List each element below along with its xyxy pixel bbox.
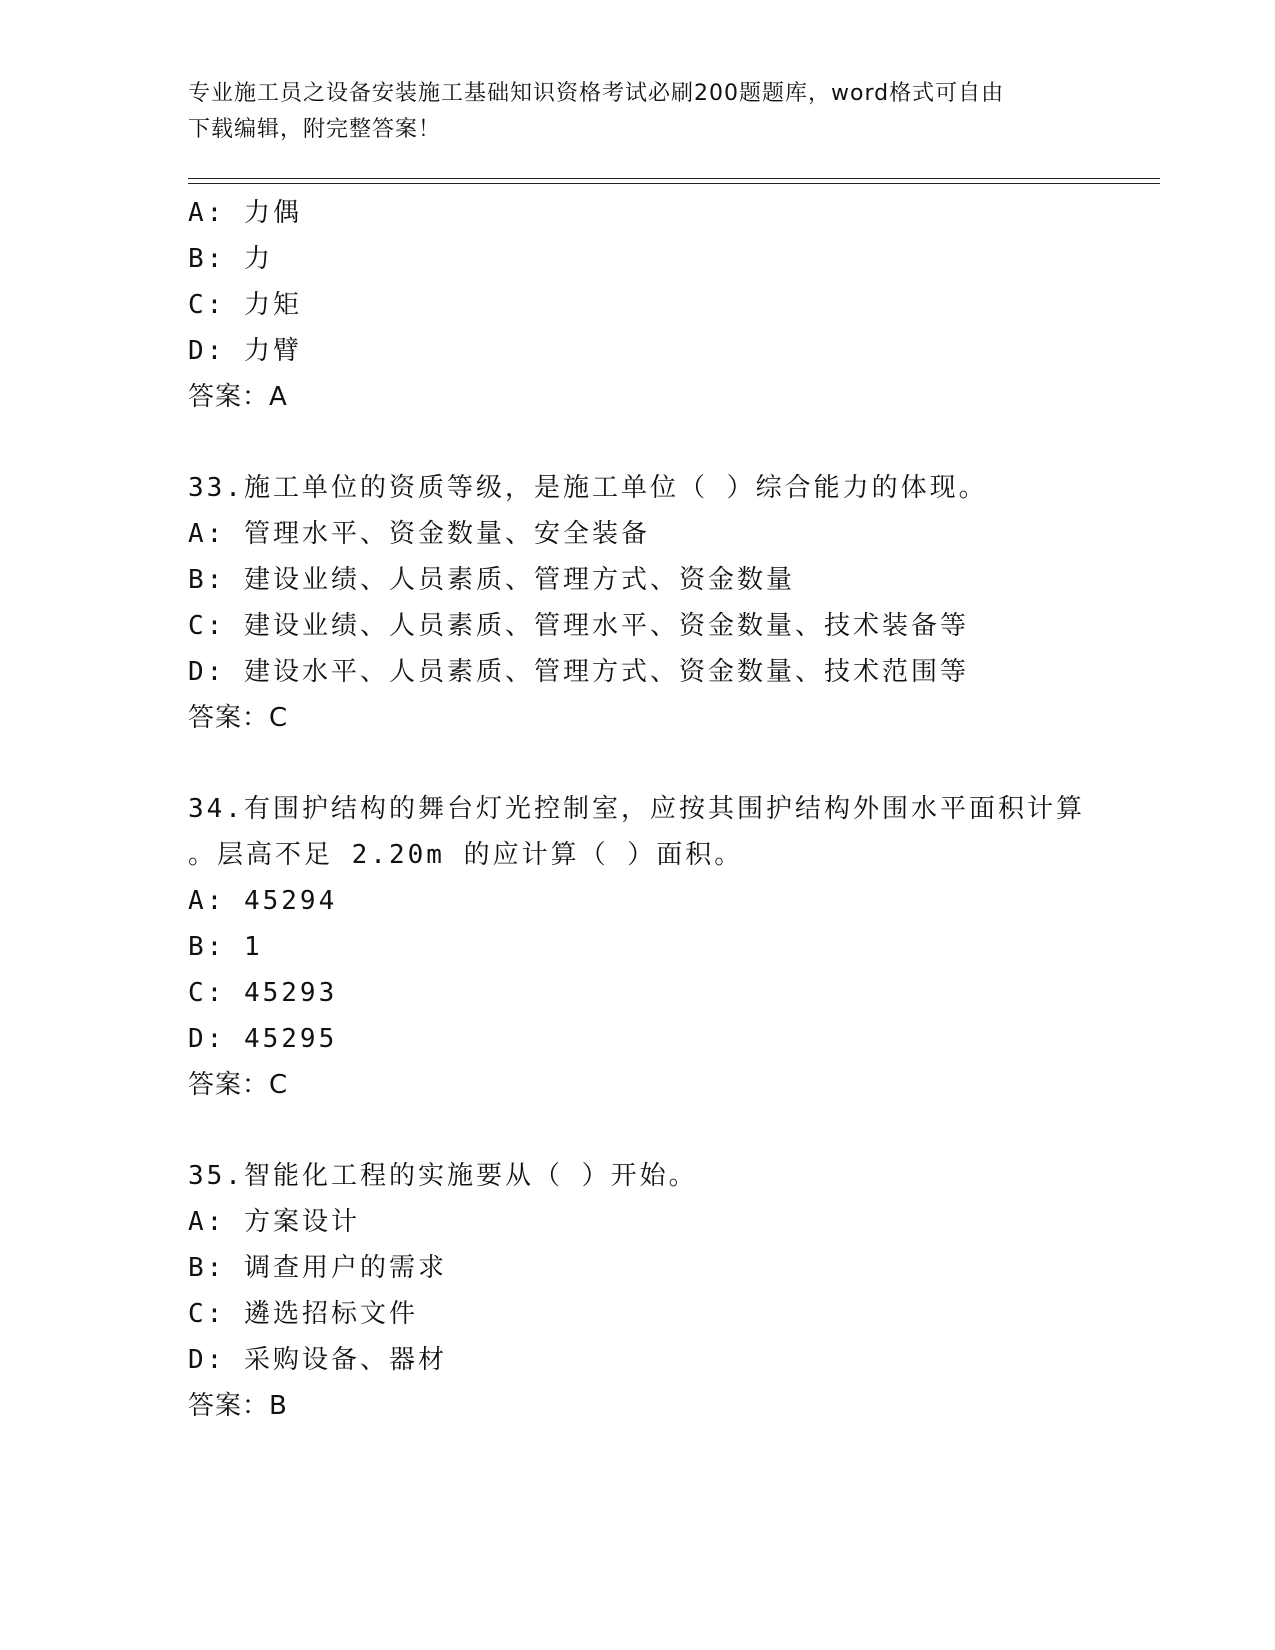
answer-line: 答案：C	[188, 1070, 289, 1100]
option-a: A: 方案设计	[188, 1207, 360, 1237]
header-title-line-2: 下载编辑，附完整答案！	[188, 117, 442, 142]
question-text: 35.智能化工程的实施要从（ ）开始。	[188, 1161, 698, 1191]
header-title-line-1: 专业施工员之设备安装施工基础知识资格考试必刷200题题库，word格式可自由	[188, 81, 1005, 106]
question-block-33	[188, 465, 1148, 741]
option-c: C: 45293	[188, 978, 338, 1008]
option-d: D: 力臂	[188, 336, 302, 366]
document-header	[188, 76, 1068, 148]
option-b: B: 建设业绩、人员素质、管理方式、资金数量	[188, 565, 795, 595]
option-d: D: 建设水平、人员素质、管理方式、资金数量、技术范围等	[188, 657, 969, 687]
option-d: D: 采购设备、器材	[188, 1345, 447, 1375]
option-c: C: 遴选招标文件	[188, 1299, 418, 1329]
option-d: D: 45295	[188, 1024, 338, 1054]
option-a: A: 管理水平、资金数量、安全装备	[188, 519, 650, 549]
answer-line: 答案：C	[188, 703, 289, 733]
question-list	[188, 190, 1148, 1429]
question-block-34	[188, 786, 1148, 1108]
question-block-35	[188, 1153, 1148, 1429]
header-divider-bottom	[188, 183, 1160, 184]
option-c: C: 建设业绩、人员素质、管理水平、资金数量、技术装备等	[188, 611, 969, 641]
question-text: 33.施工单位的资质等级，是施工单位（ ）综合能力的体现。	[188, 473, 988, 503]
option-b: B: 力	[188, 244, 273, 274]
question-block-32	[188, 190, 1148, 420]
question-text-line-2: 。层高不足 2.20m 的应计算（ ）面积。	[188, 840, 744, 870]
answer-line: 答案：A	[188, 382, 288, 412]
answer-line: 答案：B	[188, 1391, 288, 1421]
question-text-line-1: 34.有围护结构的舞台灯光控制室，应按其围护结构外围水平面积计算	[188, 794, 1085, 824]
header-divider-top	[188, 178, 1160, 179]
option-b: B: 1	[188, 932, 263, 962]
option-b: B: 调查用户的需求	[188, 1253, 447, 1283]
option-a: A: 45294	[188, 886, 338, 916]
option-a: A: 力偶	[188, 198, 302, 228]
option-c: C: 力矩	[188, 290, 302, 320]
